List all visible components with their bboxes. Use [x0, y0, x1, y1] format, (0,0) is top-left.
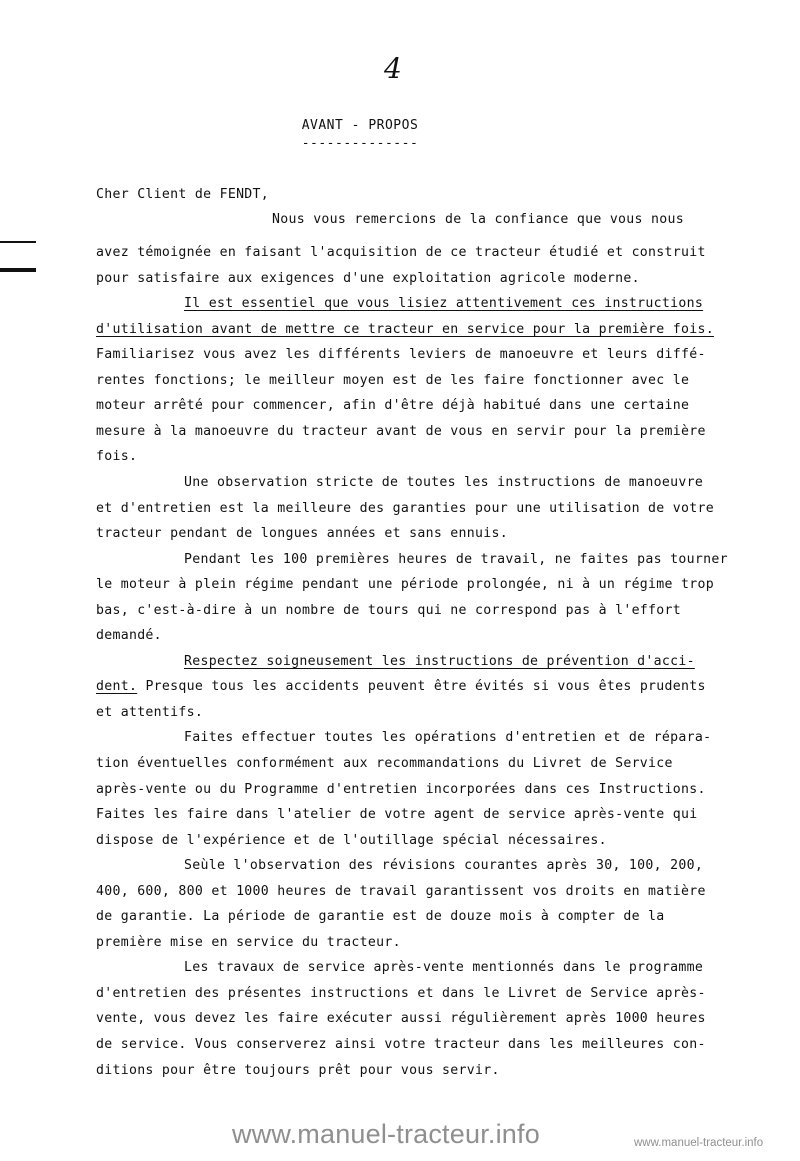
text-line-content: et attentifs. — [96, 705, 204, 720]
text-line — [96, 1037, 706, 1052]
text-line — [96, 449, 137, 464]
text-line — [184, 296, 703, 311]
text-line-content: le moteur à plein régime pendant une période prolongée, ni à un régime trop — [96, 577, 714, 592]
text-line-content: vente, vous devez les faire exécuter aussi régulièrement après 1000 heures — [96, 1011, 706, 1026]
text-line — [96, 398, 689, 413]
text-line — [96, 245, 706, 260]
text-line-content: d'entretien des présentes instructions et dans le Livret de Service après- — [96, 986, 706, 1001]
text-line-content: Les travaux de service après-vente mentionnés dans le programme — [184, 960, 704, 975]
text-line — [96, 577, 714, 592]
text-line-content: après-vente ou du Programme d'entretien incorporées dans ces Instructions. — [96, 782, 706, 797]
text-line-content: tion éventuelles conformément aux recommandations du Livret de Service — [96, 756, 673, 771]
text-line-content: Familiarisez vous avez les différents leviers de manoeuvre et leurs diffé- — [96, 347, 706, 362]
text-line-tail: Presque tous les accidents peuvent être évités si vous êtes prudents — [137, 679, 706, 694]
text-line — [96, 347, 706, 362]
text-line — [96, 909, 665, 924]
text-line-content: d'utilisation avant de mettre ce tracteur en service pour la première fois. — [96, 322, 714, 337]
text-line-content: dent. — [96, 679, 138, 694]
text-line — [184, 730, 711, 745]
text-line — [96, 187, 269, 202]
text-line — [96, 628, 162, 643]
text-line-content: Faites les faire dans l'atelier de votre agent de service après-vente qui — [96, 807, 698, 822]
text-line-content: demandé. — [96, 628, 162, 643]
text-line-content: moteur arrêté pour commencer, afin d'être déjà habitué dans une certaine — [96, 398, 690, 413]
text-line-content: Une observation stricte de toutes les instructions de manoeuvre — [184, 475, 704, 490]
text-line — [96, 501, 714, 516]
watermark-small: www.manuel-tracteur.info — [634, 1137, 764, 1149]
text-line — [96, 603, 681, 618]
text-line — [96, 322, 714, 337]
text-line — [96, 807, 698, 822]
text-line-content: rentes fonctions; le meilleur moyen est de les faire fonctionner avec le — [96, 373, 690, 388]
text-line — [184, 475, 703, 490]
text-line — [184, 858, 703, 873]
text-line — [184, 960, 703, 975]
text-line — [96, 935, 401, 950]
text-line — [96, 526, 508, 541]
text-line — [96, 373, 689, 388]
text-line-content: fois. — [96, 449, 138, 464]
page-number: 4 — [384, 52, 402, 85]
text-line-content: Respectez soigneusement les instructions de prévention d'acci- — [184, 654, 695, 669]
text-line — [96, 986, 706, 1001]
text-line-content: ditions pour être toujours prêt pour vous servir. — [96, 1063, 500, 1078]
text-line-content: de garantie. La période de garantie est de douze mois à compter de la — [96, 909, 665, 924]
heading-rule: -------------- — [301, 136, 419, 151]
text-line-content: mesure à la manoeuvre du tracteur avant de vous en servir pour la première — [96, 424, 706, 439]
text-line-content: 400, 600, 800 et 1000 heures de travail garantissent vos droits en matière — [96, 884, 706, 899]
text-line-content: Pendant les 100 premières heures de travail, ne faites pas tourner — [184, 552, 728, 567]
text-line — [96, 271, 640, 286]
text-line-content: première mise en service du tracteur. — [96, 935, 401, 950]
text-line — [272, 212, 684, 227]
text-line-content: bas, c'est-à-dire à un nombre de tours qui ne correspond pas à l'effort — [96, 603, 682, 618]
text-line — [96, 1063, 500, 1078]
text-line — [96, 782, 706, 797]
text-line-content: Cher Client de FENDT, — [96, 187, 270, 202]
text-line-content: pour satisfaire aux exigences d'une exploitation agricole moderne. — [96, 271, 640, 286]
text-line — [96, 679, 706, 694]
text-line — [184, 552, 728, 567]
text-line — [96, 1011, 706, 1026]
text-line-content: Il est essentiel que vous lisiez attentivement ces instructions — [184, 296, 704, 311]
document-heading: AVANT - PROPOS — [301, 118, 419, 133]
text-line — [96, 884, 706, 899]
scan-mark — [0, 241, 36, 243]
text-line — [184, 654, 695, 669]
text-line-content: dispose de l'expérience et de l'outillage spécial nécessaires. — [96, 833, 607, 848]
text-line — [96, 756, 673, 771]
scan-mark — [0, 268, 36, 272]
text-line-content: tracteur pendant de longues années et sans ennuis. — [96, 526, 508, 541]
text-line-content: Seùle l'observation des révisions courantes après 30, 100, 200, — [184, 858, 704, 873]
text-line-content: de service. Vous conserverez ainsi votre tracteur dans les meilleures con- — [96, 1037, 706, 1052]
text-line-content: et d'entretien est la meilleure des garanties pour une utilisation de votre — [96, 501, 714, 516]
text-line — [96, 424, 706, 439]
text-line-content: Faites effectuer toutes les opérations d'entretien et de répara- — [184, 730, 712, 745]
text-line — [96, 705, 203, 720]
watermark-large: www.manuel-tracteur.info — [232, 1119, 540, 1149]
text-line-content: Nous vous remercions de la confiance que vous nous — [272, 212, 684, 227]
text-line — [96, 833, 607, 848]
text-line-content: avez témoignée en faisant l'acquisition de ce tracteur étudié et construit — [96, 245, 706, 260]
